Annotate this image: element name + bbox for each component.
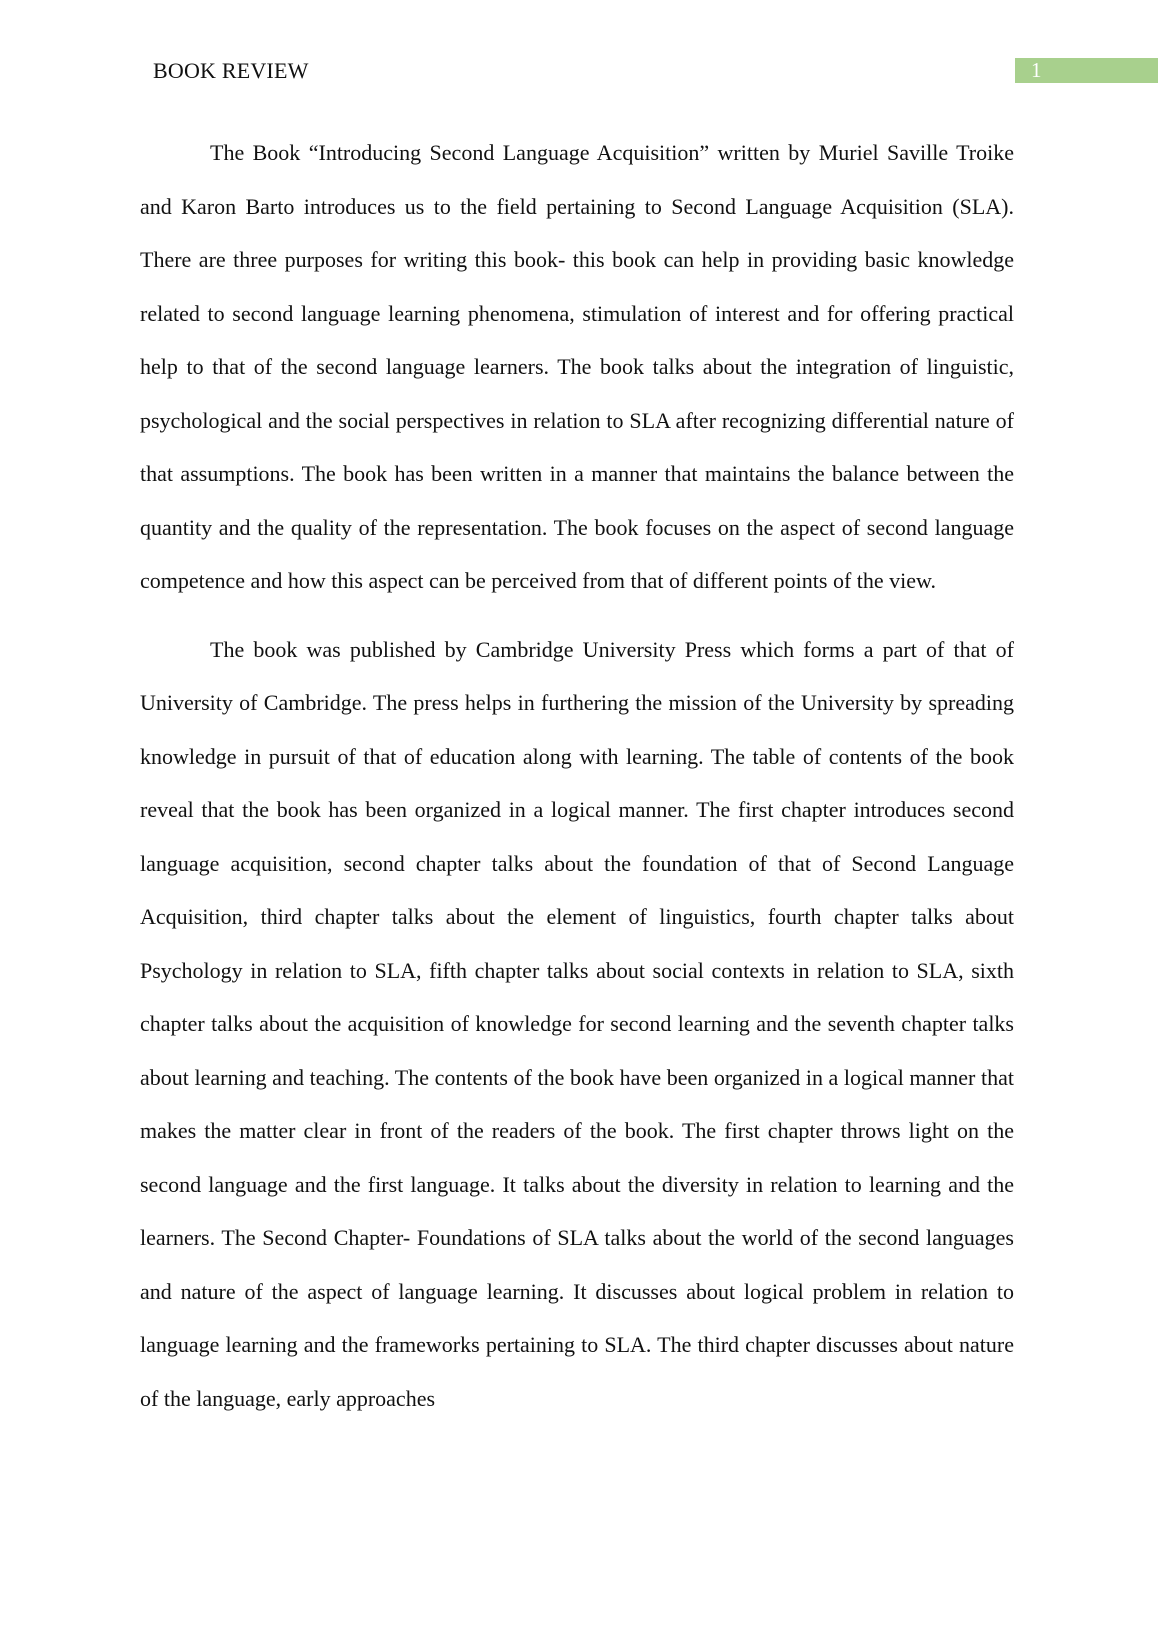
paragraph-2: The book was published by Cambridge University Press which forms a part of that of University of Cambridge. The press helps in furthering the mission of the University by spreading knowledge in pursuit of that of education along with learning. The table of contents of the book reveal that the book has been organized in a logical manner. The first chapter introduces second language acquisition, second chapter talks about the foundation of that of Second Language Acquisition, third chapter talks about the element of linguistics, fourth chapter talks about Psychology in relation to SLA, fifth chapter talks about social contexts in relation to SLA, sixth chapter talks about the acquisition of knowledge for second learning and the seventh chapter talks about learning and teaching. The contents of the book have been organized in a logical manner that makes the matter clear in front of the readers of the book. The first chapter throws light on the second language and the first language. It talks about the diversity in relation to learning and the learners. The Second Chapter- Foundations of SLA talks about the world of the second languages and nature of the aspect of language learning. It discusses about logical problem in relation to language learning and the frameworks pertaining to SLA. The third chapter discusses about nature of the language, early approaches (140, 636, 1014, 1411)
paragraph-1: The Book “Introducing Second Language Acquisition” written by Muriel Saville Troike and Karon Barto introduces us to the field pertaining to Second Language Acquisition (SLA). There are three purposes for writing this book- this book can help in providing basic knowledge related to second language learning phenomena, stimulation of interest and for offering practical help to that of the second language learners. The book talks about the integration of linguistic, psychological and the social perspectives in relation to SLA after recognizing differential nature of that assumptions. The book has been written in a manner that maintains the balance between the quantity and the quality of the representation. The book focuses on the aspect of second language competence and how this aspect can be perceived from that of different points of the view. (140, 140, 1014, 593)
document-body (140, 126, 1014, 1425)
page-number-badge (1015, 58, 1158, 83)
page-number: 1 (1031, 58, 1042, 82)
running-head: BOOK REVIEW (153, 58, 309, 83)
